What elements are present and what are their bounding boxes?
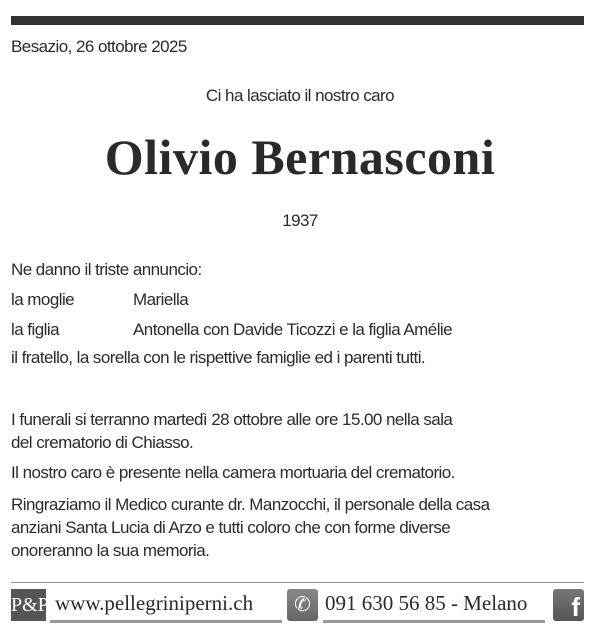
funeral-info: I funerali si terranno martedì 28 ottobre alle ore 15.00 nella sala <box>11 410 453 429</box>
place-date: Besazio, 26 ottobre 2025 <box>11 37 187 56</box>
birth-year: 1937 <box>282 211 318 230</box>
relative-names: Mariella <box>133 290 189 309</box>
relative-names: Antonella con Davide Ticozzi e la figlia Amélie <box>133 320 453 339</box>
phone-icon: ✆ <box>287 589 318 621</box>
other-relatives: il fratello, la sorella con le rispettive famiglie ed i parenti tutti. <box>11 348 426 367</box>
announcement-lead: Ne danno il triste annuncio: <box>11 260 202 279</box>
phone-underline <box>323 620 545 623</box>
footer-rule <box>11 582 584 583</box>
presence-info: Il nostro caro è presente nella camera mortuaria del crematorio. <box>11 463 455 482</box>
deceased-name: Olivio Bernasconi <box>104 129 496 185</box>
funeral-home-logo: P&P <box>11 589 46 621</box>
intro-text: Ci ha lasciato il nostro caro <box>205 86 395 105</box>
facebook-icon[interactable]: f <box>553 589 584 621</box>
thanks-text: onoreranno la sua memoria. <box>11 541 210 560</box>
website-underline <box>50 620 282 623</box>
website-link[interactable]: www.pellegriniperni.ch <box>55 591 254 615</box>
top-rule <box>11 16 584 25</box>
relation-label: la figlia <box>11 320 59 339</box>
relation-label: la moglie <box>11 290 75 309</box>
thanks-text: anziani Santa Lucia di Arzo e tutti coloro che con forme diverse <box>11 518 451 537</box>
thanks-text: Ringraziamo il Medico curante dr. Manzocchi, il personale della casa <box>11 495 490 514</box>
phone-number[interactable]: 091 630 56 85 - Melano <box>325 591 528 615</box>
funeral-info: del crematorio di Chiasso. <box>11 433 194 452</box>
